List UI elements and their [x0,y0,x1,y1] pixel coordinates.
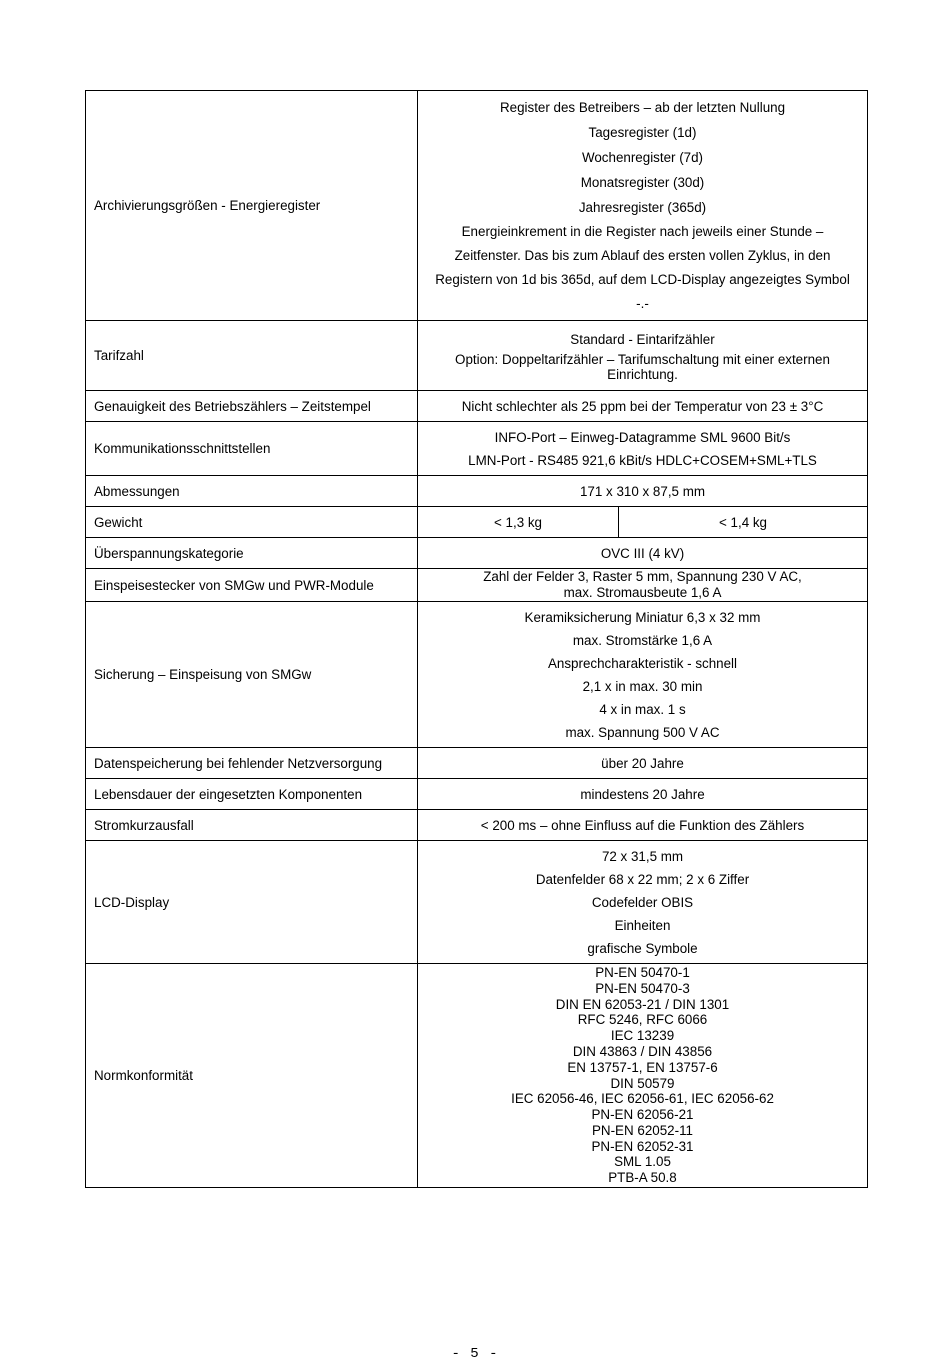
row-value [418,476,868,507]
row-value [418,602,868,748]
row-label: Genauigkeit des Betriebszählers – Zeitstempel [86,391,418,422]
value-line: Zeitfenster. Das bis zum Ablauf des ersten vollen Zyklus, in den [454,248,831,263]
row-label: Abmessungen [86,476,418,507]
row-value [418,538,868,569]
row-label: Lebensdauer der eingesetzten Komponenten [86,779,418,810]
value-line: Einheiten [614,917,671,933]
row-label: Überspannungskategorie [86,538,418,569]
value-line: DIN 43863 / DIN 43856 [572,1043,713,1059]
table-row [86,476,868,507]
specification-table [85,90,868,1188]
value-line: PN-EN 62052-11 [592,1122,693,1138]
weight-value-1: < 1,3 kg [418,507,619,538]
value-line: PN-EN 50470-3 [595,980,690,996]
weight-value-2: < 1,4 kg [619,507,868,538]
value-line: -.- [636,296,649,311]
row-value [418,391,868,422]
value-line: max. Spannung 500 V AC [565,724,720,740]
row-value [418,841,868,964]
value-line: PTB-A 50.8 [608,1170,677,1186]
value-line: IEC 13239 [610,1028,675,1044]
table-row [86,748,868,779]
value-line: Zahl der Felder 3, Raster 5 mm, Spannung 230 V AC, [483,569,802,584]
value-line: Einrichtung. [607,367,678,382]
value-line: grafische Symbole [587,940,698,956]
value-line: Nicht schlechter als 25 ppm bei der Temperatur von 23 ± 3°C [461,398,824,414]
value-line: mindestens 20 Jahre [580,786,705,802]
value-line: Energieinkrement in die Register nach jeweils einer Stunde – [461,224,824,239]
value-line: PN-EN 62052-31 [591,1138,694,1154]
value-line: Standard - Eintarifzähler [570,332,715,347]
row-label: Einspeisestecker von SMGw und PWR-Module [86,569,418,602]
value-line: Datenfelder 68 x 22 mm; 2 x 6 Ziffer [535,871,750,887]
value-line: Wochenregister (7d) [581,150,704,165]
value-line: EN 13757-1, EN 13757-6 [567,1059,718,1075]
row-value [418,810,868,841]
value-line: Monatsregister (30d) [580,175,705,190]
row-label: Archivierungsgrößen - Energieregister [86,91,418,321]
table-row [86,602,868,748]
row-value [418,779,868,810]
value-line: OVC III (4 kV) [600,545,685,561]
row-label: Datenspeicherung bei fehlender Netzversorgung [86,748,418,779]
table-row [86,391,868,422]
table-row [86,964,868,1188]
value-line: max. Stromstärke 1,6 A [572,632,713,648]
value-line: über 20 Jahre [601,755,684,771]
row-label: Normkonformität [86,964,418,1188]
value-line: SML 1.05 [614,1154,671,1170]
value-line: PN-EN 62056-21 [591,1107,694,1123]
row-label: Gewicht [86,507,418,538]
value-line: Option: Doppeltarifzähler – Tarifumschaltung mit einer externen [455,352,830,367]
table-row [86,810,868,841]
value-line: IEC 62056-46, IEC 62056-61, IEC 62056-62 [511,1091,774,1107]
value-line: Tagesregister (1d) [588,125,697,140]
value-line: LMN-Port - RS485 921,6 kBit/s HDLC+COSEM+SML+TLS [468,452,817,468]
table-row [86,422,868,476]
value-line: Registern von 1d bis 365d, auf dem LCD-Display angezeigtes Symbol [435,272,850,287]
row-value [418,964,868,1188]
value-line: Codefelder OBIS [591,894,694,910]
value-line: < 200 ms – ohne Einfluss auf die Funktion des Zählers [480,817,805,833]
table-row [86,841,868,964]
row-label: Kommunikationsschnittstellen [86,422,418,476]
value-line: max. Stromausbeute 1,6 A [563,585,722,600]
page-number: - 5 - [451,1346,499,1362]
row-value [418,422,868,476]
value-line: 171 x 310 x 87,5 mm [579,483,706,499]
row-value [418,569,868,602]
table-row [86,538,868,569]
value-line: 72 x 31,5 mm [601,848,684,864]
value-line: DIN EN 62053-21 / DIN 1301 [555,996,730,1012]
row-value [418,91,868,321]
value-line: PN-EN 50470-1 [595,964,690,980]
value-line: Jahresregister (365d) [578,200,707,215]
row-label: LCD-Display [86,841,418,964]
value-line: INFO-Port – Einweg-Datagramme SML 9600 Bit/s [494,429,791,445]
value-line: 4 x in max. 1 s [599,701,686,717]
value-line: RFC 5246, RFC 6066 [577,1012,708,1028]
value-line: DIN 50579 [610,1075,675,1091]
table-row [86,507,868,538]
row-value [418,748,868,779]
value-line: Ansprechcharakteristik - schnell [547,655,738,671]
row-value [418,321,868,391]
table-row [86,91,868,321]
row-label: Tarifzahl [86,321,418,391]
table-row [86,569,868,602]
table-row [86,779,868,810]
row-label: Stromkurzausfall [86,810,418,841]
value-line: Keramiksicherung Miniatur 6,3 x 32 mm [524,609,761,625]
table-row [86,321,868,391]
value-line: 2,1 x in max. 30 min [582,678,703,694]
row-label: Sicherung – Einspeisung von SMGw [86,602,418,748]
value-line: Register des Betreibers – ab der letzten Nullung [499,100,786,115]
